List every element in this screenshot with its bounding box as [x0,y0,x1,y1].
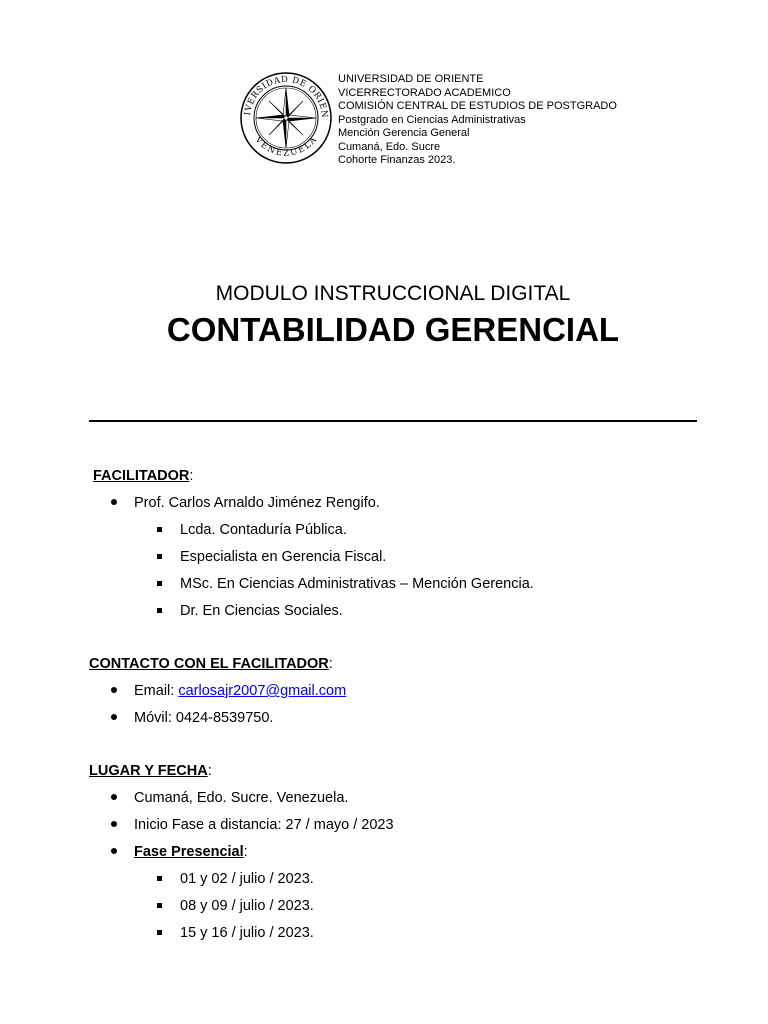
credential-item: MSc. En Ciencias Administrativas – Mención Gerencia. [180,576,534,592]
lugar-heading-label: LUGAR Y FECHA [89,763,208,779]
bullet-dot-icon [111,821,117,827]
movil-line: Móvil: 0424-8539750. [134,710,274,726]
bullet-square-icon [157,581,162,586]
heading-colon: : [243,844,248,860]
place-line: Cumaná, Edo. Sucre. Venezuela. [134,790,349,806]
seal-text-top: IVERSIDAD DE ORIEN [243,74,330,119]
module-subtitle: MODULO INSTRUCCIONAL DIGITAL [215,282,571,305]
horizontal-divider [89,420,697,422]
bullet-dot-icon [111,848,117,854]
compass-rose-icon [240,72,332,164]
date-item: 08 y 09 / julio / 2023. [180,898,314,914]
header-line-vicerrectorado: VICERRECTORADO ACADEMICO [338,86,511,99]
bullet-dot-icon [111,714,117,720]
email-line [134,682,346,700]
date-item: 15 y 16 / julio / 2023. [180,925,314,941]
contacto-heading-label: CONTACTO CON EL FACILITADOR [89,656,329,672]
heading-colon: : [207,763,212,779]
facilitador-heading-label: FACILITADOR [93,468,190,484]
bullet-square-icon [157,930,162,935]
bullet-square-icon [157,527,162,532]
header-line-location: Cumaná, Edo. Sucre [338,140,441,153]
bullet-square-icon [157,554,162,559]
header-line-comision: COMISIÓN CENTRAL DE ESTUDIOS DE POSTGRADO [338,100,617,112]
email-label: Email: [134,683,179,699]
date-item: 01 y 02 / julio / 2023. [180,871,314,887]
header-line-mencion: Mención Gerencia General [338,127,470,139]
facilitador-name: Prof. Carlos Arnaldo Jiménez Rengifo. [134,495,380,511]
header-line-postgrado: Postgrado en Ciencias Administrativas [338,113,526,126]
fase-presencial-label: Fase Presencial [134,844,244,860]
bullet-square-icon [157,876,162,881]
facilitador-heading [93,467,193,485]
bullet-square-icon [157,608,162,613]
bullet-dot-icon [111,687,117,693]
inicio-line: Inicio Fase a distancia: 27 / mayo / 2023 [134,817,394,833]
lugar-heading [89,762,212,780]
header-line-cohorte: Cohorte Finanzas 2023. [338,154,456,166]
heading-colon: : [328,656,333,672]
bullet-dot-icon [111,499,117,505]
credential-item: Lcda. Contaduría Pública. [180,522,347,538]
credential-item: Dr. En Ciencias Sociales. [180,603,343,619]
page-title: CONTABILIDAD GERENCIAL [166,311,620,348]
header-line-university: UNIVERSIDAD DE ORIENTE [338,73,484,85]
email-link[interactable]: carlosajr2007@gmail.com [178,683,347,699]
heading-colon: : [189,468,194,484]
bullet-square-icon [157,903,162,908]
university-seal-logo [240,72,332,164]
contacto-heading [89,655,333,673]
bullet-dot-icon [111,794,117,800]
fase-presencial-line [134,843,248,861]
institution-header [338,73,617,168]
seal-text-bottom: VENEZUELA [252,135,320,159]
credential-item: Especialista en Gerencia Fiscal. [180,549,387,565]
